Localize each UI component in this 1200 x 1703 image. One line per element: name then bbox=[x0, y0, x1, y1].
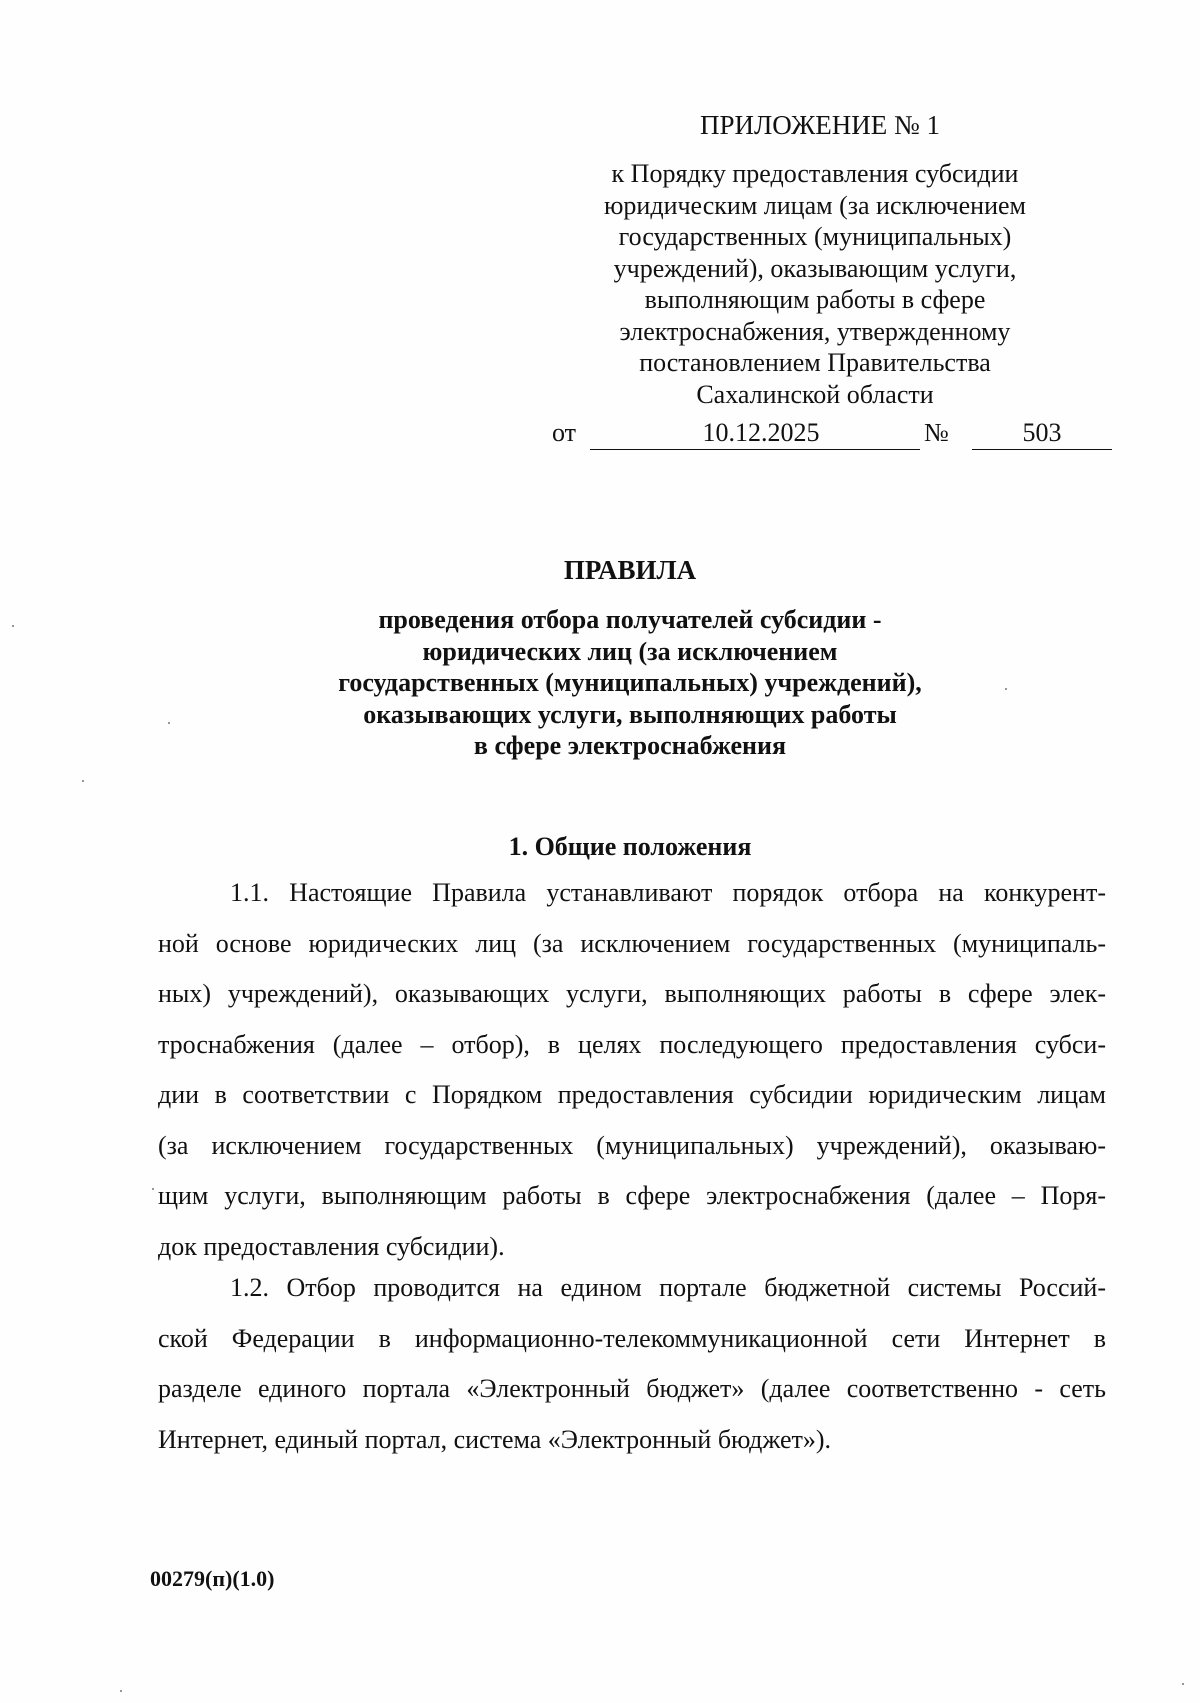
appendix-reference-line: выполняющим работы в сфере bbox=[644, 285, 986, 314]
rules-subtitle-line: проведения отбора получателей субсидии - bbox=[378, 605, 882, 634]
paragraph-line: Интернет, единый портал, система «Электронный бюджет»). bbox=[158, 1424, 832, 1454]
appendix-reference-line: электроснабжения, утвержденному bbox=[619, 316, 1011, 346]
paragraph-line: 1.1. Настоящие Правила устанавливают порядок отбора на конкурент- bbox=[230, 878, 1106, 907]
appendix-reference-line: постановлением Правительства bbox=[639, 348, 991, 377]
appendix-reference bbox=[575, 158, 1055, 410]
resolution-date: 10.12.2025 bbox=[590, 417, 920, 450]
appendix-title: ПРИЛОЖЕНИЕ № 1 bbox=[699, 110, 941, 140]
scan-speck bbox=[1182, 1683, 1184, 1685]
paragraph-1-2 bbox=[158, 1263, 1106, 1465]
document-code: 00279(п)(1.0) bbox=[150, 1566, 275, 1591]
paragraph-line: (за исключением государственных (муниципальных) учреждений), оказываю- bbox=[158, 1130, 1106, 1160]
paragraph-line: док предоставления субсидии). bbox=[158, 1231, 505, 1261]
resolution-date-number-row bbox=[552, 417, 1112, 453]
number-sign: № bbox=[924, 418, 949, 447]
paragraph-line: ной основе юридических лиц (за исключением государственных (муниципаль- bbox=[158, 928, 1106, 958]
paragraph-line: ных) учреждений), оказывающих услуги, выполняющих работы в сфере элек- bbox=[158, 979, 1106, 1008]
rules-subtitle-line: государственных (муниципальных) учреждений), bbox=[338, 668, 922, 697]
paragraph-line: ской Федерации в информационно-телекоммуникационной сети Интернет в bbox=[158, 1323, 1106, 1353]
rules-title: ПРАВИЛА bbox=[563, 555, 697, 585]
resolution-number: 503 bbox=[972, 417, 1112, 450]
scan-speck bbox=[168, 722, 170, 724]
scan-speck bbox=[152, 1188, 154, 1190]
rules-subtitle bbox=[250, 604, 1010, 762]
rules-subtitle-line: юридических лиц (за исключением bbox=[422, 636, 838, 666]
appendix-reference-line: Сахалинской области bbox=[696, 379, 934, 409]
scan-speck bbox=[12, 625, 14, 627]
section-title: 1. Общие положения bbox=[508, 832, 752, 861]
rules-subtitle-line: в сфере электроснабжения bbox=[473, 731, 787, 760]
paragraph-line: 1.2. Отбор проводится на едином портале бюджетной системы Россий- bbox=[230, 1273, 1106, 1302]
rules-subtitle-line: оказывающих услуги, выполняющих работы bbox=[363, 699, 897, 729]
date-prefix: от bbox=[552, 418, 577, 447]
appendix-reference-line: к Порядку предоставления субсидии bbox=[611, 159, 1019, 188]
paragraph-line: троснабжения (далее – отбор), в целях последующего предоставления субси- bbox=[158, 1029, 1106, 1059]
scan-speck bbox=[120, 1690, 122, 1692]
paragraph-line: дии в соответствии с Порядком предоставления субсидии юридическим лицам bbox=[158, 1080, 1106, 1109]
appendix-reference-line: юридическим лицам (за исключением bbox=[604, 190, 1026, 220]
appendix-reference-line: государственных (муниципальных) bbox=[618, 222, 1012, 251]
paragraph-1-1 bbox=[158, 868, 1106, 1272]
appendix-reference-line: учреждений), оказывающим услуги, bbox=[613, 253, 1017, 283]
paragraph-line: щим услуги, выполняющим работы в сфере электроснабжения (далее – Поря- bbox=[158, 1181, 1106, 1210]
scan-speck bbox=[1005, 688, 1007, 690]
scan-speck bbox=[82, 780, 84, 782]
paragraph-line: разделе единого портала «Электронный бюджет» (далее соответственно - сеть bbox=[158, 1374, 1106, 1403]
